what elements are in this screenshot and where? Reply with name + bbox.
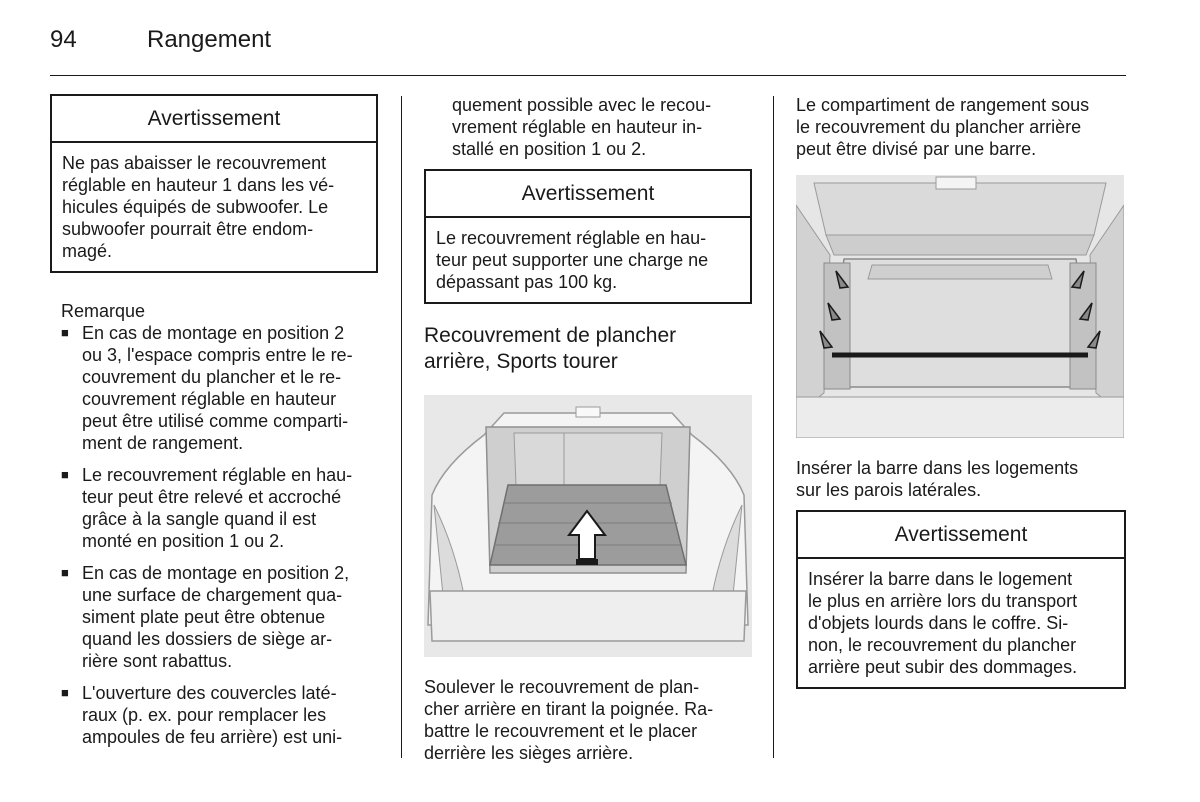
text-line: peut être utilisé comme comparti- — [82, 411, 349, 431]
body-text — [424, 676, 752, 764]
text-line: une surface de chargement qua- — [82, 585, 343, 605]
text-line: ■ L'ouverture des couvercles laté- — [82, 683, 337, 703]
text-line: grâce à la sangle quand il est — [82, 509, 317, 529]
list-item — [61, 322, 378, 454]
text-line: quement possible avec le recou- — [452, 95, 712, 115]
warning-title: Avertissement — [798, 512, 1124, 559]
body-text — [796, 457, 1126, 501]
text-line: subwoofer pourrait être endom- — [62, 219, 314, 239]
warning-text — [798, 559, 1124, 687]
text-line: non, le recouvrement du plancher — [808, 635, 1077, 655]
text-line: ■ En cas de montage en position 2 — [82, 323, 345, 343]
list-item — [61, 562, 378, 672]
text-line: Insérer la barre dans les logements — [796, 458, 1079, 478]
column-divider — [401, 96, 402, 758]
text-line: ment de rangement. — [82, 433, 244, 453]
text-line: ampoules de feu arrière) est uni- — [82, 727, 343, 747]
warning-text — [426, 218, 750, 302]
heading-line: arrière, Sports tourer — [424, 350, 618, 373]
continuation-text — [424, 94, 752, 160]
text-line: battre le recouvrement et le placer — [424, 721, 698, 741]
text-line: magé. — [62, 241, 113, 261]
page-number: 94 — [50, 26, 77, 53]
text-line: teur peut être relevé et accroché — [82, 487, 342, 507]
text-line: vrement réglable en hauteur in- — [452, 117, 703, 137]
text-line: Le compartiment de rangement sous — [796, 95, 1090, 115]
text-line: cher arrière en tirant la poignée. Ra- — [424, 699, 714, 719]
text-line: réglable en hauteur 1 dans les vé- — [62, 175, 335, 195]
text-line: Insérer la barre dans le logement — [808, 569, 1073, 589]
text-line: Soulever le recouvrement de plan- — [424, 677, 700, 697]
page-title: Rangement — [147, 26, 272, 53]
text-line: arrière peut subir des dommages. — [808, 657, 1078, 677]
text-line: quand les dossiers de siège ar- — [82, 629, 333, 649]
text-line: peut être divisé par une barre. — [796, 139, 1037, 159]
floor-divider-bar-illustration — [796, 175, 1124, 438]
text-line: stallé en position 1 ou 2. — [452, 139, 647, 159]
text-line: ■ Le recouvrement réglable en hau- — [82, 465, 353, 485]
column-2 — [424, 94, 752, 764]
text-line: ■ En cas de montage en position 2, — [82, 563, 350, 583]
intro-text — [796, 94, 1126, 160]
text-line: Ne pas abaisser le recouvrement — [62, 153, 327, 173]
warning-title: Avertissement — [52, 96, 376, 143]
warning-title: Avertissement — [426, 171, 750, 218]
warning-box — [50, 94, 378, 273]
text-line: sur les parois latérales. — [796, 480, 982, 500]
text-line: le plus en arrière lors du transport — [808, 591, 1078, 611]
text-line: raux (p. ex. pour remplacer les — [82, 705, 327, 725]
header-rule — [50, 75, 1126, 76]
list-item — [61, 464, 378, 552]
warning-box — [796, 510, 1126, 689]
column-3 — [796, 94, 1126, 689]
text-line: monté en position 1 ou 2. — [82, 531, 285, 551]
text-line: couvrement du plancher et le re- — [82, 367, 342, 387]
text-line: dépassant pas 100 kg. — [436, 272, 618, 292]
text-line: d'objets lourds dans le coffre. Si- — [808, 613, 1069, 633]
text-line: Le recouvrement réglable en hau- — [436, 228, 707, 248]
note-label: Remarque — [61, 301, 146, 321]
trunk-floor-cover-illustration — [424, 395, 752, 657]
text-line: hicules équipés de subwoofer. Le — [62, 197, 329, 217]
text-line: siment plate peut être obtenue — [82, 607, 326, 627]
text-line: rière sont rabattus. — [82, 651, 233, 671]
note-list — [50, 322, 378, 748]
text-line: ou 3, l'espace compris entre le re- — [82, 345, 353, 365]
section-heading — [424, 323, 752, 375]
heading-line: Recouvrement de plancher — [424, 324, 677, 347]
warning-box — [424, 169, 752, 304]
text-line: le recouvrement du plancher arrière — [796, 117, 1082, 137]
text-line: derrière les sièges arrière. — [424, 743, 634, 763]
list-item — [61, 682, 378, 748]
column-1 — [50, 94, 378, 758]
warning-text — [52, 143, 376, 271]
text-line: couvrement réglable en hauteur — [82, 389, 337, 409]
text-line: teur peut supporter une charge ne — [436, 250, 709, 270]
column-divider — [773, 96, 774, 758]
